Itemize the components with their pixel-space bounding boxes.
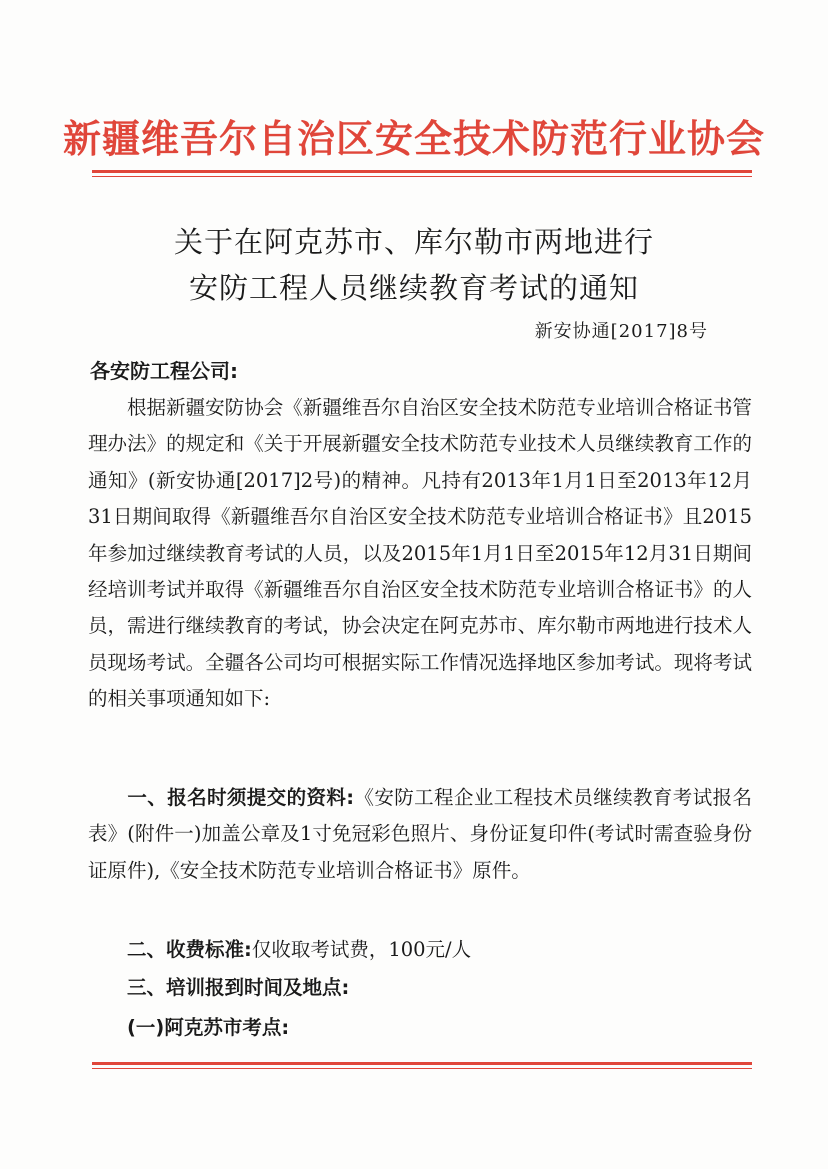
salutation: 各安防工程公司: [90,359,238,383]
item-2-text: 仅收取考试费，100元/人 [251,938,472,961]
item-1-text: 《安防工程企业工程技术员继续教育考试报名表》(附件一)加盖公章及1寸免冠彩色照片、身份证复印件(考试时需查验身份证原件),《安全技术防范专业培训合格证书》原件。 [88,786,752,882]
masthead-red-rule [92,170,752,177]
item-3 [88,970,752,1006]
footer-red-rule [92,1062,752,1069]
notice-title-line-2: 安防工程人员继续教育考试的通知 [188,271,639,305]
body-paragraph: 根据新疆安防协会《新疆维吾尔自治区安全技术防范专业培训合格证书管理办法》的规定和《关于开展新疆安全技术防范专业技术人员继续教育工作的通知》(新安协通[2017]2号)的精神。凡持有2013年1月1日至2013年12月31日期间取得《新疆维吾尔自治区安全技术防范专业培训合格证书》且2015年参加过继续教育考试的人员，以及2015年1月1日至2015年12月31日期间经培训考试并取得《新疆维吾尔自治区安全技术防范专业培训合格证书》的人员，需进行继续教育的考试，协会决定在阿克苏市、库尔勒市两地进行技术人员现场考试。全疆各公司均可根据实际工作情况选择地区参加考试。现将考试的相关事项通知如下: [88,396,752,711]
item-2-heading: 二、收费标准: [127,938,252,961]
sub-item-1 [88,1010,752,1046]
document-number: 新安协通[2017]8号 [534,321,708,342]
item-2 [88,932,752,968]
item-1-heading: 一、报名时须提交的资料: [127,786,355,809]
organization-masthead: 新疆维吾尔自治区安全技术防范行业协会 [62,116,765,161]
sub-item-1-heading: (一)阿克苏市考点: [127,1016,290,1039]
item-3-heading: 三、培训报到时间及地点: [127,976,350,999]
item-1 [88,780,752,889]
notice-title-line-1: 关于在阿克苏市、库尔勒市两地进行 [173,225,654,259]
